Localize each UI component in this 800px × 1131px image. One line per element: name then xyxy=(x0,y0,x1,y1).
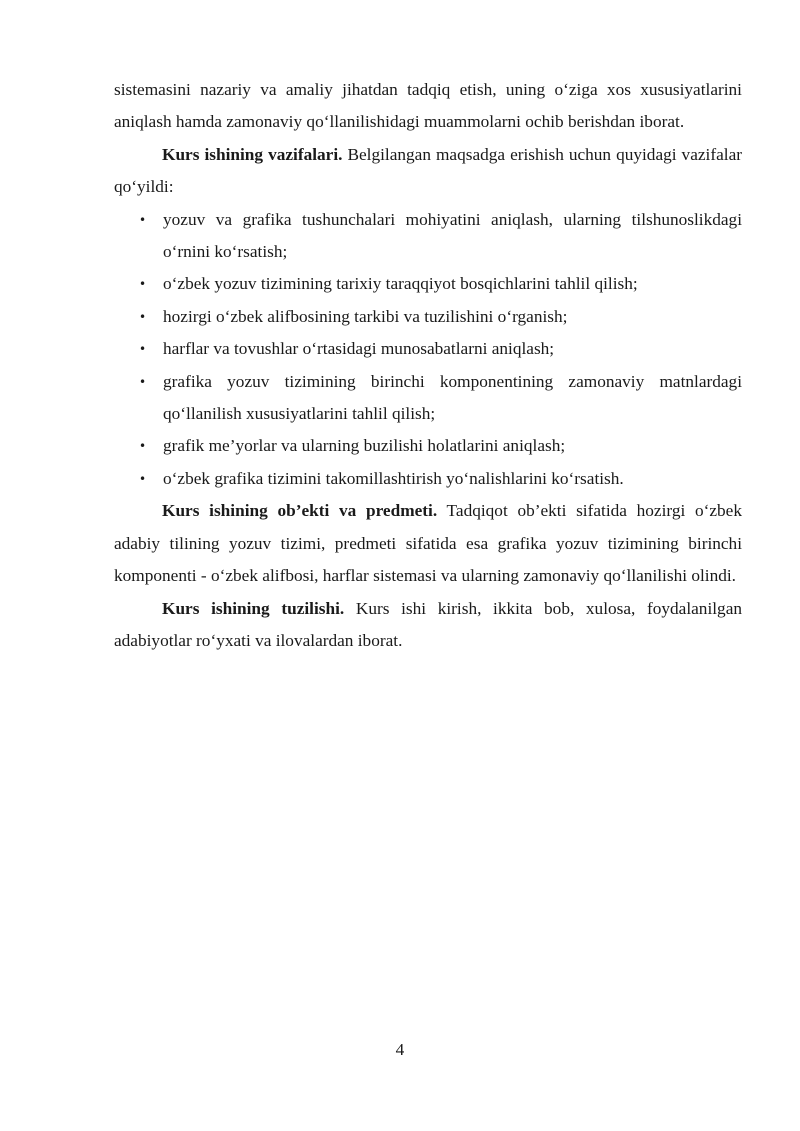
structure-paragraph xyxy=(114,593,742,658)
list-item-text: o‘zbek grafika tizimini takomillashtirish yo‘nalishlarini ko‘rsatish. xyxy=(163,468,624,488)
object-heading: Kurs ishining ob’ekti va predmeti. xyxy=(162,501,438,521)
list-item-text: harflar va tovushlar o‘rtasidagi munosabatlarni aniqlash; xyxy=(163,339,555,359)
list-item xyxy=(114,268,742,300)
bullet-icon: • xyxy=(139,309,147,324)
bullet-icon: • xyxy=(139,439,147,454)
structure-heading: Kurs ishining tuzilishi. xyxy=(162,598,345,618)
list-item xyxy=(114,430,742,462)
structure-text: Kurs ishi kirish, ikkita bob, xulosa, foydalanilgan adabiyotlar ro‘yxati va ilovalardan iborat. xyxy=(114,598,743,650)
list-item xyxy=(114,301,742,333)
list-item xyxy=(114,463,742,495)
bullet-icon: • xyxy=(139,471,147,486)
tasks-list xyxy=(114,204,742,496)
tasks-heading: Kurs ishining vazifalari. xyxy=(162,144,343,164)
list-item-text: yozuv va grafika tushunchalari mohiyatini aniqlash, ularning tilshunoslikdagi o‘rnini ko‘rsatish; xyxy=(163,209,742,262)
list-item xyxy=(114,204,742,269)
bullet-icon: • xyxy=(139,212,147,227)
bullet-icon: • xyxy=(139,277,147,292)
page-content xyxy=(114,74,742,657)
intro-paragraph: sistemasini nazariy va amaliy jihatdan tadqiq etish, uning o‘ziga xos xususiyatlarini aniqlash hamda zamonaviy qo‘llanilishidagi muammolarni ochib berishdan iborat. xyxy=(114,80,742,132)
tasks-paragraph xyxy=(114,139,742,204)
tasks-intro-text: Belgilangan maqsadga erishish uchun quyidagi vazifalar qo‘yildi: xyxy=(114,144,742,197)
list-item-text: o‘zbek yozuv tizimining tarixiy taraqqiyot bosqichlarini tahlil qilish; xyxy=(163,274,638,294)
bullet-icon: • xyxy=(139,374,147,389)
list-item-text: hozirgi o‘zbek alifbosining tarkibi va tuzilishini o‘rganish; xyxy=(163,306,568,326)
page-number: 4 xyxy=(395,1040,405,1059)
object-paragraph xyxy=(114,495,742,592)
list-item-text: grafik me’yorlar va ularning buzilishi holatlarini aniqlash; xyxy=(163,436,566,456)
list-item xyxy=(114,366,742,431)
list-item xyxy=(114,333,742,365)
bullet-icon: • xyxy=(139,342,147,357)
list-item-text: grafika yozuv tizimining birinchi komponentining zamonaviy matnlardagi qo‘llanilish xususiyatlarini tahlil qilish; xyxy=(163,371,742,424)
object-text: Tadqiqot ob’ekti sifatida hozirgi o‘zbek adabiy tilining yozuv tizimi, predmeti sifatida esa grafika yozuv tizimining birinchi komponenti - o‘zbek alifbosi, harflar sistemasi va ularning zamonaviy qo‘llanilishi olindi. xyxy=(114,501,742,586)
